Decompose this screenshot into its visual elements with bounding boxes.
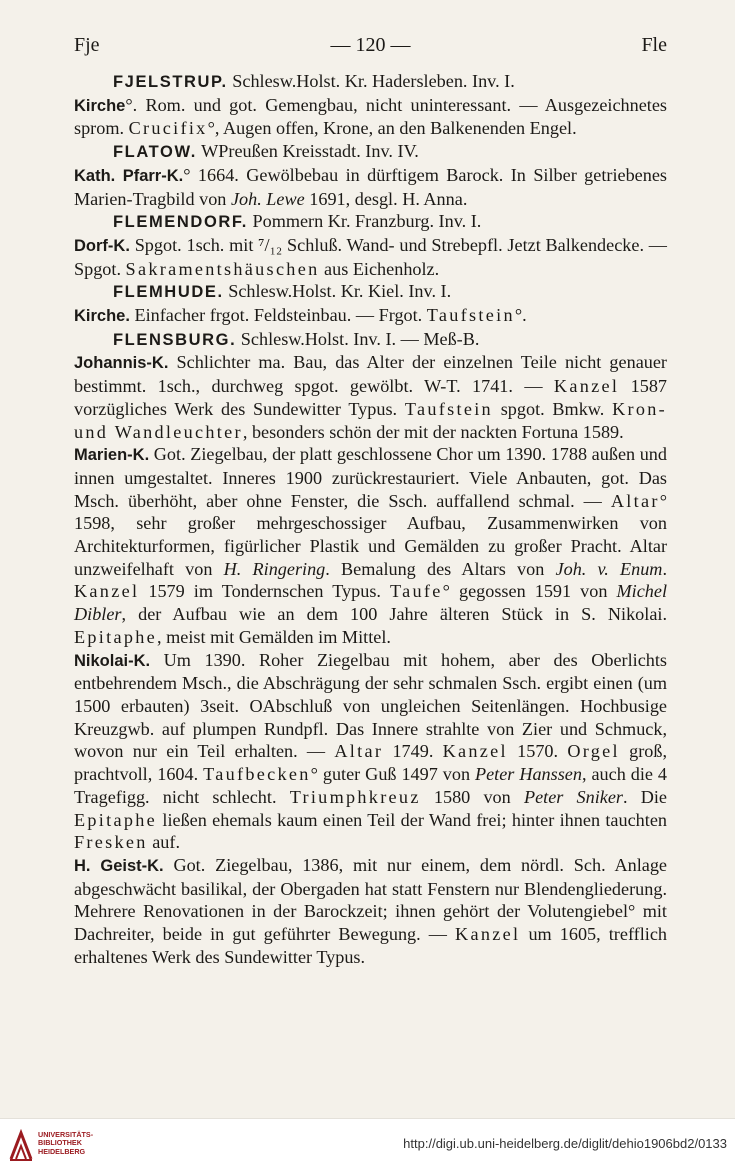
text-run: 1570. (507, 741, 568, 762)
building-label: H. Geist-K. (74, 856, 164, 875)
running-head-right: Fle (641, 34, 667, 56)
text-run: ° gegossen 1591 von (442, 581, 617, 602)
text-run: groß, prachtvoll, 1604. (74, 741, 668, 785)
entry-paragraph (74, 351, 667, 443)
artist-name: H. Ringering (223, 558, 326, 579)
text-run: um 1605, trefflich erhaltenes Werk des Sundewitter Typus. (74, 924, 667, 967)
text-run: Einfacher frgot. Feldsteinbau. — Frgot. (129, 305, 427, 326)
object-term: Orgel (567, 741, 620, 762)
object-term: Altar (610, 490, 660, 511)
entry-paragraph (74, 649, 667, 854)
logo-line: HEIDELBERG (38, 1146, 86, 1156)
object-term: Sakramentshäuschen (125, 258, 320, 279)
text-run: ° 1598, sehr großer mehrgeschossiger Aufbau, Zusammenwirken von Architekturformen, figürlicher Plastik und Gemälden zu großer Pracht. Altar unzweifelhaft von (74, 490, 667, 579)
text-run: auf. (147, 832, 181, 853)
object-term: Crucifix (128, 118, 208, 139)
building-label: Kirche (74, 96, 126, 115)
text-run: ° guter Guß 1497 von (310, 764, 475, 785)
object-term: Kanzel (455, 924, 521, 945)
entry-paragraph (74, 94, 667, 140)
document-body (74, 70, 667, 968)
object-term: Taufbecken (203, 764, 311, 785)
object-term: Kanzel (553, 376, 620, 397)
page-number: — 120 — (330, 34, 411, 56)
text-run: ° 1664. Gewölbebau in dürftigem Barock. In Silber getriebenes Marien-Tragbild von (74, 164, 667, 209)
text-run: 1749. (383, 741, 443, 762)
text-run: , besonders schön der mit der nackten Fortuna 1589. (242, 421, 624, 442)
text-run: , auch die 4 Tragefigg. nicht schlecht. (74, 764, 668, 807)
object-term: Kron- und Wandleuchter (74, 398, 667, 442)
footer-bar (0, 1118, 735, 1171)
place-name: FLENSBURG. (113, 330, 237, 349)
place-name: FLATOW. (113, 143, 197, 162)
place-heading (74, 210, 667, 234)
object-term: Taufe (390, 581, 443, 602)
building-label: Johannis-K. (74, 354, 169, 373)
object-term: Kanzel (442, 741, 508, 762)
object-term: Taufstein (404, 398, 493, 419)
text-run: . Bemalung des Altars von (325, 558, 556, 579)
text-run: ließen ehemals kaum einen Teil der Wand frei; hinter ihnen tauchten (157, 809, 667, 830)
text-run: spgot. Bmkw. (492, 398, 613, 419)
logo-line: UNIVERSITÄTS- (38, 1130, 94, 1139)
building-label: Kirche. (74, 307, 130, 326)
text-run: 1579 im Tondernschen Typus. (139, 581, 391, 602)
object-term: Epitaphe (74, 809, 158, 830)
entry-paragraph (74, 443, 667, 648)
building-label: Marien-K. (74, 446, 150, 465)
text-run: °. Rom. und got. Gemengbau, nicht uninteressant. — Ausgezeichnetes sprom. (74, 94, 667, 139)
object-term: Altar (334, 741, 384, 762)
place-heading (74, 70, 667, 94)
entry-paragraph (74, 304, 667, 328)
building-label: Nikolai-K. (74, 651, 151, 670)
text-run: Um 1390. Roher Ziegelbau mit hohem, aber des Oberlichts entbehrendem Msch., die Abschrägung der sehr schmalen Ssch. ergibt einen (um 1500 erbauten) 3seit. OAbschluß von ungleichen Seitenlängen. Hochbusige Kreuzgwb. auf plumpen Rundpfl. Das Innere strahlte von Zier und Schmuck, wovon nur ein Teil erhalten. — (74, 649, 667, 762)
text-run: Schlesw.Holst. Kr. Kiel. Inv. I. (223, 281, 452, 302)
source-url-link[interactable]: http://digi.ub.uni-heidelberg.de/diglit/dehio1906bd2/0133 (403, 1136, 727, 1151)
text-run: , der Aufbau wie an dem 100 Jahre älteren Stück in S. Nikolai. (121, 604, 667, 625)
building-label: Kath. Pfarr-K. (74, 166, 184, 185)
text-run: aus Eichenholz. (319, 258, 440, 279)
artist-name: Peter Hanssen (475, 764, 582, 785)
building-label: Dorf-K. (74, 236, 130, 255)
artist-name: Joh. Lewe (230, 188, 305, 209)
place-name: FJELSTRUP. (113, 73, 228, 91)
text-run: Got. Ziegelbau, der platt geschlossene Chor um 1390. 1788 außen und innen umgestaltet. Inneres 1900 zurückrestauriert. Viele Anbauten, got. Das Msch. überhöht, aber ohne Fenster, die Ssch. auffallend schmal. — (74, 444, 667, 511)
library-logo[interactable] (8, 1129, 98, 1165)
entry-paragraph (74, 854, 667, 969)
artist-name: Peter Sniker (523, 786, 623, 807)
place-name: FLEMENDORF. (113, 213, 248, 232)
text-run: . Die (623, 786, 668, 807)
object-term: Kanzel (74, 581, 140, 602)
text-run: °, Augen offen, Krone, an den Balkenenden Engel. (207, 118, 577, 139)
object-term: Taufstein (426, 305, 515, 326)
page-header (74, 34, 667, 62)
text-run: . (662, 558, 667, 579)
logo-line: BIBLIOTHEK (38, 1138, 82, 1148)
text-run: Schlesw.Holst. Inv. I. — Meß-B. (236, 328, 480, 349)
text-run: Schlichter ma. Bau, das Alter der einzelnen Teile nicht genauer bestimmt. 1sch., durchweg spgot. gewölbt. W-T. 1741. — (74, 352, 667, 397)
library-logo-text (38, 1131, 93, 1156)
text-run: Schlesw.Holst. Kr. Hadersleben. Inv. I. (227, 71, 515, 91)
text-run: Got. Ziegelbau, 1386, mit nur einem, dem nördl. Sch. Anlage abgeschwächt basilikal, der Obergaden hat statt Fenstern nur Blendengliederung. Mehrere Renovationen in der Barockzeit; ihnen gehört der Volutengiebel° mit Dachreiter, beide in gut geführter Bewegung. — (74, 854, 667, 945)
text-run: 1691, desgl. H. Anna. (304, 188, 468, 209)
entry-paragraph (74, 234, 667, 280)
text-run: WPreußen Kreisstadt. Inv. IV. (196, 141, 419, 162)
running-head-left: Fje (74, 34, 100, 56)
entry-paragraph (74, 164, 667, 210)
place-name: FLEMHUDE. (113, 283, 224, 302)
text-run: 1580 von (420, 786, 524, 807)
object-term: Epitaphe (74, 626, 158, 647)
object-term: Triumphkreuz (289, 786, 421, 807)
place-heading (74, 280, 667, 304)
place-heading (74, 328, 667, 352)
text-run: Spgot. 1sch. mit ⁷/₁₂ Schluß. Wand- und Strebepfl. Jetzt Balkendecke. — Spgot. (74, 234, 667, 279)
artist-name: Joh. v. Enum (555, 558, 663, 579)
text-run: °. (514, 305, 527, 326)
text-run: , meist mit Gemälden im Mittel. (157, 626, 391, 647)
artist-name: Michel Dibler (74, 581, 667, 625)
object-term: Fresken (74, 832, 148, 853)
text-run: Pommern Kr. Franzburg. Inv. I. (247, 211, 482, 232)
place-heading (74, 140, 667, 164)
text-run: 1587 vorzügliches Werk des Sundewitter Typus. (74, 376, 667, 419)
library-crest-icon (8, 1129, 34, 1163)
